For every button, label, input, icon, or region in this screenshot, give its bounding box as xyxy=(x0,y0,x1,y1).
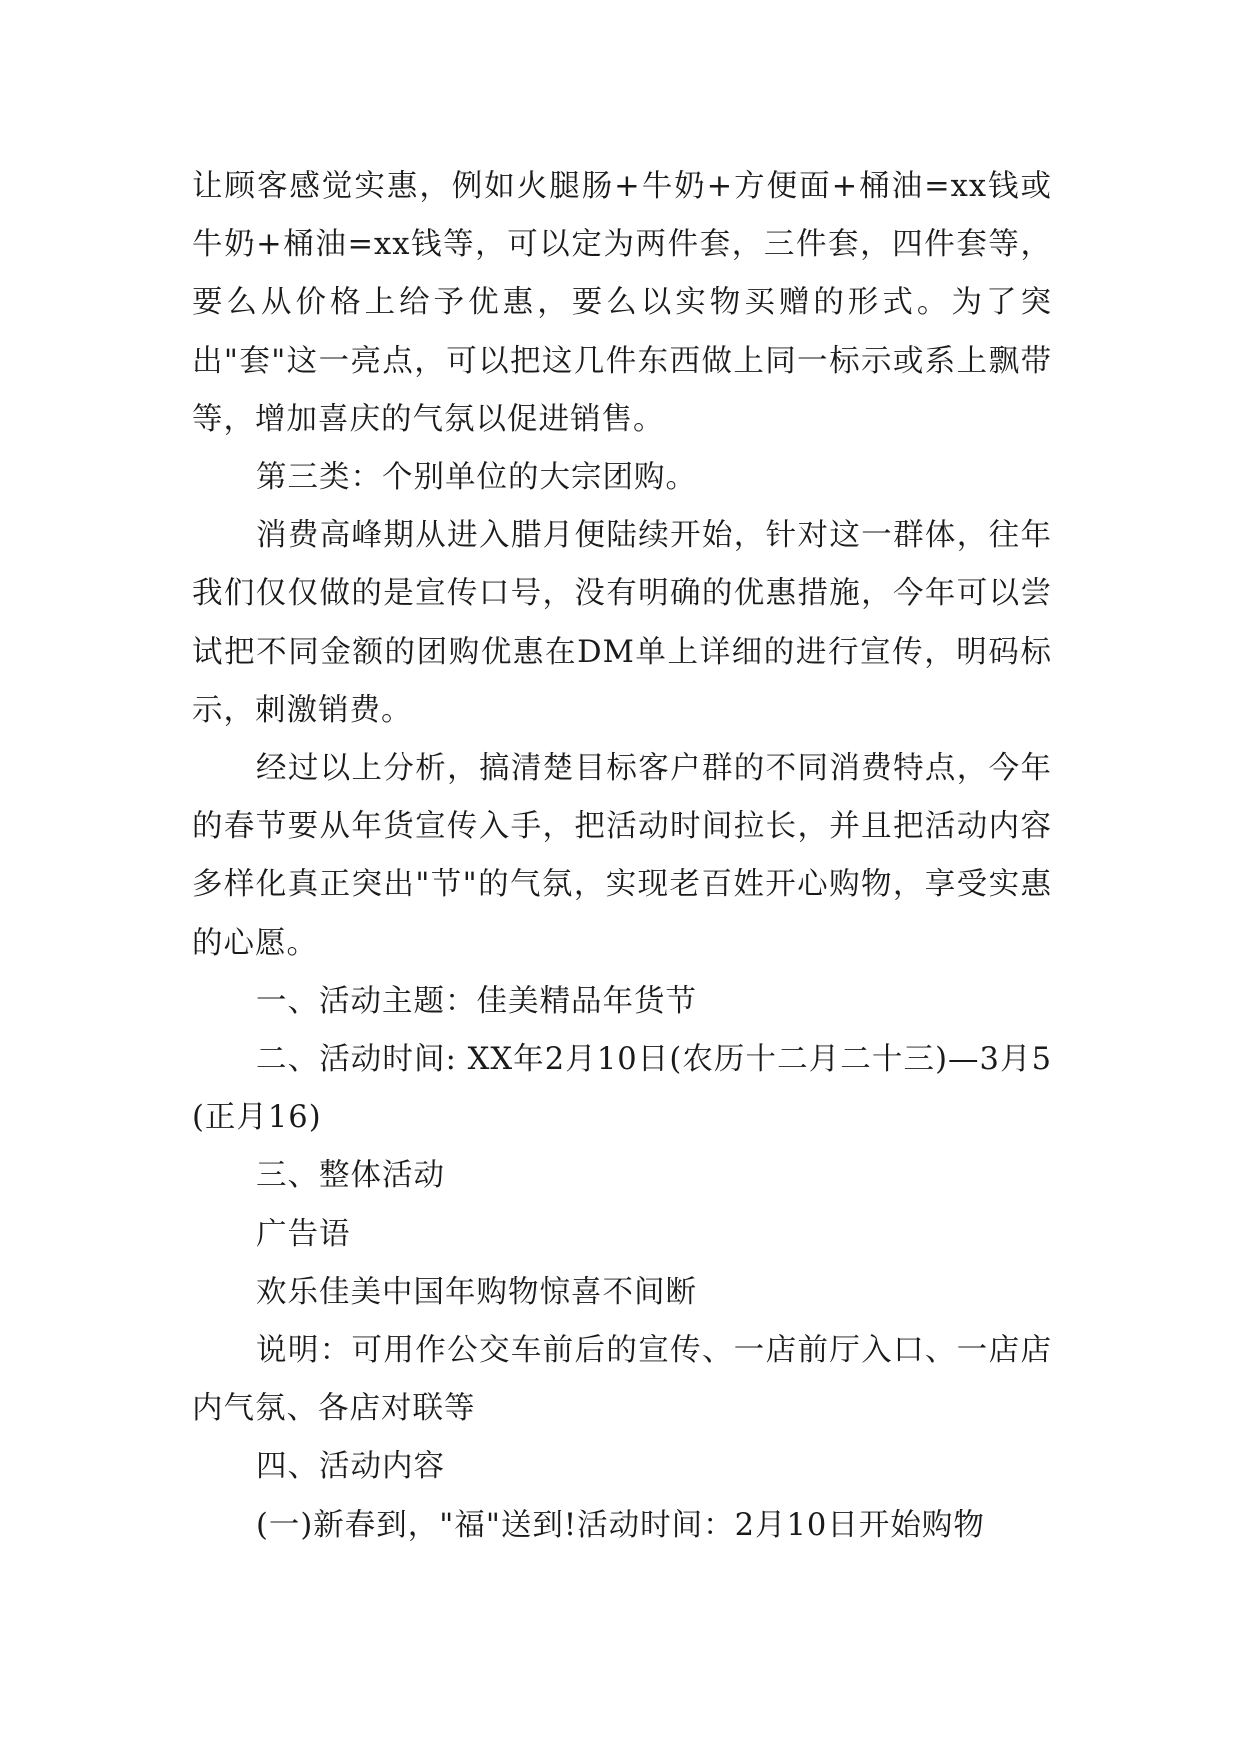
paragraph-analysis-summary: 经过以上分析，搞清楚目标客户群的不同消费特点，今年的春节要从年货宣传入手，把活动时间拉长，并且把活动内容多样化真正突出"节"的气氛，实现老百姓开心购物，享受实惠的心愿。 xyxy=(192,751,1052,961)
paragraph-continued-package-offer: 让顾客感觉实惠，例如火腿肠+牛奶+方便面+桶油=xx钱或牛奶+桶油=xx钱等，可以定为两件套，三件套，四件套等，要么从价格上给予优惠，要么以实物买赠的形式。为了突出"套"这一亮点，可以把这几件东西做上同一标示或系上飘带等，增加喜庆的气氛以促进销售。 xyxy=(192,169,1052,437)
paragraph-category-three-heading: 第三类：个别单位的大宗团购。 xyxy=(256,460,697,496)
paragraph-activity-content-heading: 四、活动内容 xyxy=(256,1449,445,1485)
paragraph-slogan-usage: 说明：可用作公交车前后的宣传、一店前厅入口、一店店内气氛、各店对联等 xyxy=(192,1333,1052,1427)
paragraph-slogan-heading: 广告语 xyxy=(256,1216,351,1252)
paragraph-group-purchase: 消费高峰期从进入腊月便陆续开始，针对这一群体，往年我们仅仅做的是宣传口号，没有明确的优惠措施，今年可以尝试把不同金额的团购优惠在DM单上详细的进行宣传，明码标示，刺激销费。 xyxy=(192,518,1052,728)
paragraph-fu-activity: (一)新春到，"福"送到!活动时间：2月10日开始购物 xyxy=(256,1507,985,1543)
paragraph-activity-theme: 一、活动主题：佳美精品年货节 xyxy=(256,983,697,1019)
paragraph-activity-time: 二、活动时间: XX年2月10日(农历十二月二十三)—3月5(正月16) xyxy=(192,1042,1052,1136)
paragraph-overall-activity: 三、整体活动 xyxy=(256,1158,445,1194)
paragraph-slogan: 欢乐佳美中国年购物惊喜不间断 xyxy=(256,1274,697,1310)
document-body xyxy=(192,158,1052,1555)
